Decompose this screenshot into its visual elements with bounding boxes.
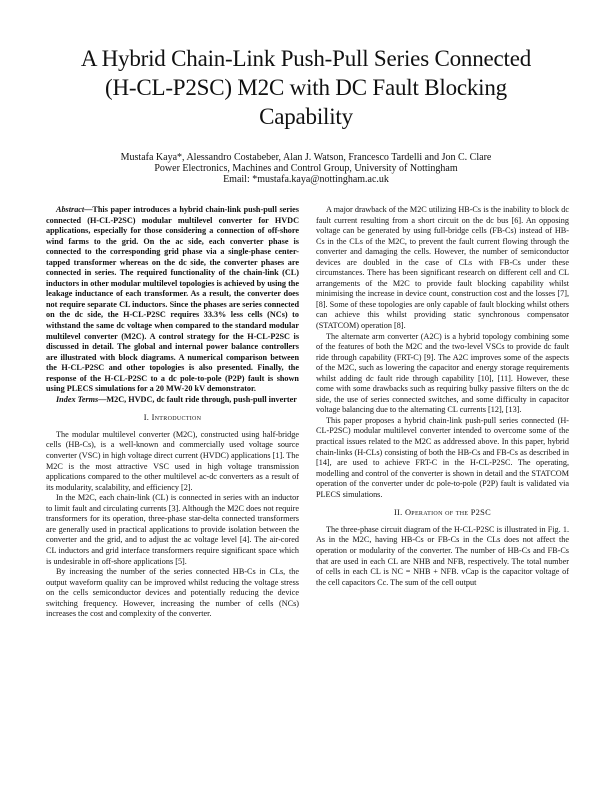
- body-paragraph: The three-phase circuit diagram of the H-CL-P2SC is illustrated in Fig. 1. As in the M2C, having HB-Cs or FB-Cs in the CLs does not affect the operation or modularity of the converter. The number of HB-Cs and FB-Cs that are used in each CL are NHB and NFB, respectively. The total number of cells in each CL is NC = NHB + NFB. vCap is the capacitor voltage of the cell capacitors Cc. The sum of the cell output: [316, 524, 569, 587]
- left-column: [46, 205, 299, 620]
- body-paragraph: A major drawback of the M2C utilizing HB-Cs is the inability to block dc fault current resulting from a short circuit on the dc bus [6]. An opposing voltage can be generated by using full-bridge cells (FB-Cs) instead of HB-Cs in the CLs of the M2C, to prevent the fault current flowing through the converter and damaging the cells. However, the number of semiconductor devices are doubled in the case of CLs with FB-Cs under these circumstances. There has been significant research on different cell and CL arrangements of the M2C to provide fault blocking capability whilst minimising the increase in device count, construction cost and the losses [7], [8]. Some of these topologies are only capable of fault blocking whilst others can achieve this whilst providing static synchronous compensator (STATCOM) operation [8].: [316, 205, 569, 331]
- abstract-lead: Abstract: [56, 205, 85, 214]
- author-names: Mustafa Kaya*, Alessandro Costabeber, Alan J. Watson, Francesco Tardelli and Jon C. Clare: [120, 152, 492, 163]
- index-terms-lead: Index Terms: [56, 394, 99, 404]
- body-paragraph: The modular multilevel converter (M2C), constructed using half-bridge cells (HB-Cs), is a well-known and commercially used voltage source converter (VSC) in high voltage direct current (HVDC) applications [1]. The M2C is the most attractive VSC used in high voltage transmission applications compared to the other multilevel ac-dc converters as a result of its modularity, scalability, and efficiency [2].: [46, 429, 299, 492]
- abstract: [46, 205, 299, 395]
- section-heading-introduction: I. Introduction: [143, 413, 202, 423]
- title-line: (H-CL-P2SC) M2C with DC Fault Blocking: [105, 75, 507, 100]
- title-line: A Hybrid Chain-Link Push-Pull Series Connected: [80, 46, 532, 71]
- abstract-body: —This paper introduces a hybrid chain-link push-pull series connected (H-CL-P2SC) modular multilevel converter for HVDC applications, especially for those considering a connection of off-shore wind farms to the grid. On the ac side, each converter phase is connected to the corresponding grid phase via a single-phase center-tapped transformer whereas on the dc side, the converter phases are connected in series. The required functionality of the chain-link (CL) inductors in other modular multilevel topologies is achieved by using the leakage inductance of each transformer. As a result, the converter does not require separate CL inductors. Since the phases are series connected on the dc side, the H-CL-P2SC requires 33.3% less cells (NCs) to withstand the same dc voltage when compared to the standard modular multilevel converter (M2C). A control strategy for the H-CL-P2SC is discussed in detail. The global and internal power balance controllers are illustrated with block diagrams. A numerical comparison between the H-CL-P2SC and other topologies is also presented. Finally, the response of the H-CL-P2SC to a dc pole-to-pole (P2P) fault is shown using PLECS simulations for a 20 MW-20 kV demonstrator.: [46, 205, 299, 394]
- paper-title: [40, 44, 572, 131]
- affiliation: Power Electronics, Machines and Control Group, University of Nottingham: [154, 163, 458, 174]
- email: Email: *mustafa.kaya@nottingham.ac.uk: [223, 174, 389, 185]
- body-paragraph: By increasing the number of the series connected HB-Cs in CLs, the output waveform quality can be improved whilst reducing the voltage stress on the cells semiconductor devices and potentially reducing the device switching frequency. However, increasing the number of cells (NCs) increases the cost and complexity of the converter.: [46, 567, 299, 619]
- section-heading-operation: II. Operation of the P2SC: [393, 508, 492, 518]
- right-column: [316, 205, 569, 588]
- author-block: [40, 152, 572, 185]
- body-paragraph: In the M2C, each chain-link (CL) is connected in series with an inductor to limit fault and circulating currents [3]. Although the M2C does not require transformers for its operation, three-phase star-delta connected transformers are generally used in practical applications to provide isolation between the converter and the grid, and to adjust the ac voltage level [4]. The air-cored CL inductors and grid interface transformers require significant space which is undesirable in off-shore applications [5].: [46, 493, 299, 566]
- title-line: Capability: [259, 104, 353, 129]
- index-terms: [46, 395, 299, 406]
- body-paragraph: This paper proposes a hybrid chain-link push-pull series connected (H-CL-P2SC) modular multilevel converter intended to overcome some of the practical issues related to the M2C as addressed above. In this paper, hybrid chain-links (H-CLs) consisting of both the HB-Cs and FB-Cs as described in [14], are used to achieve FRT-C in the H-CL-P2SC. The operating, modelling and control of the converter is shown in detail and the STATCOM operation of the converter under dc pole-to-pole (P2P) fault is validated via PLECS simulations.: [316, 415, 569, 499]
- body-paragraph: The alternate arm converter (A2C) is a hybrid topology combining some of the features of both the M2C and the two-level VSCs to provide dc fault ride through capability (FRT-C) [9]. The A2C improves some of the aspects of the M2C, such as lowering the capacitor and energy storage requirements whilst adding dc fault ride through capability [10], [11]. However, these come with some drawbacks such as requiring bulky passive filters on the dc side, the use of series connected switches, and some difficulty in capacitor voltage balancing due to the alternating CL currents [12], [13].: [316, 331, 569, 415]
- index-terms-body: —M2C, HVDC, dc fault ride through, push-pull inverter: [98, 394, 297, 404]
